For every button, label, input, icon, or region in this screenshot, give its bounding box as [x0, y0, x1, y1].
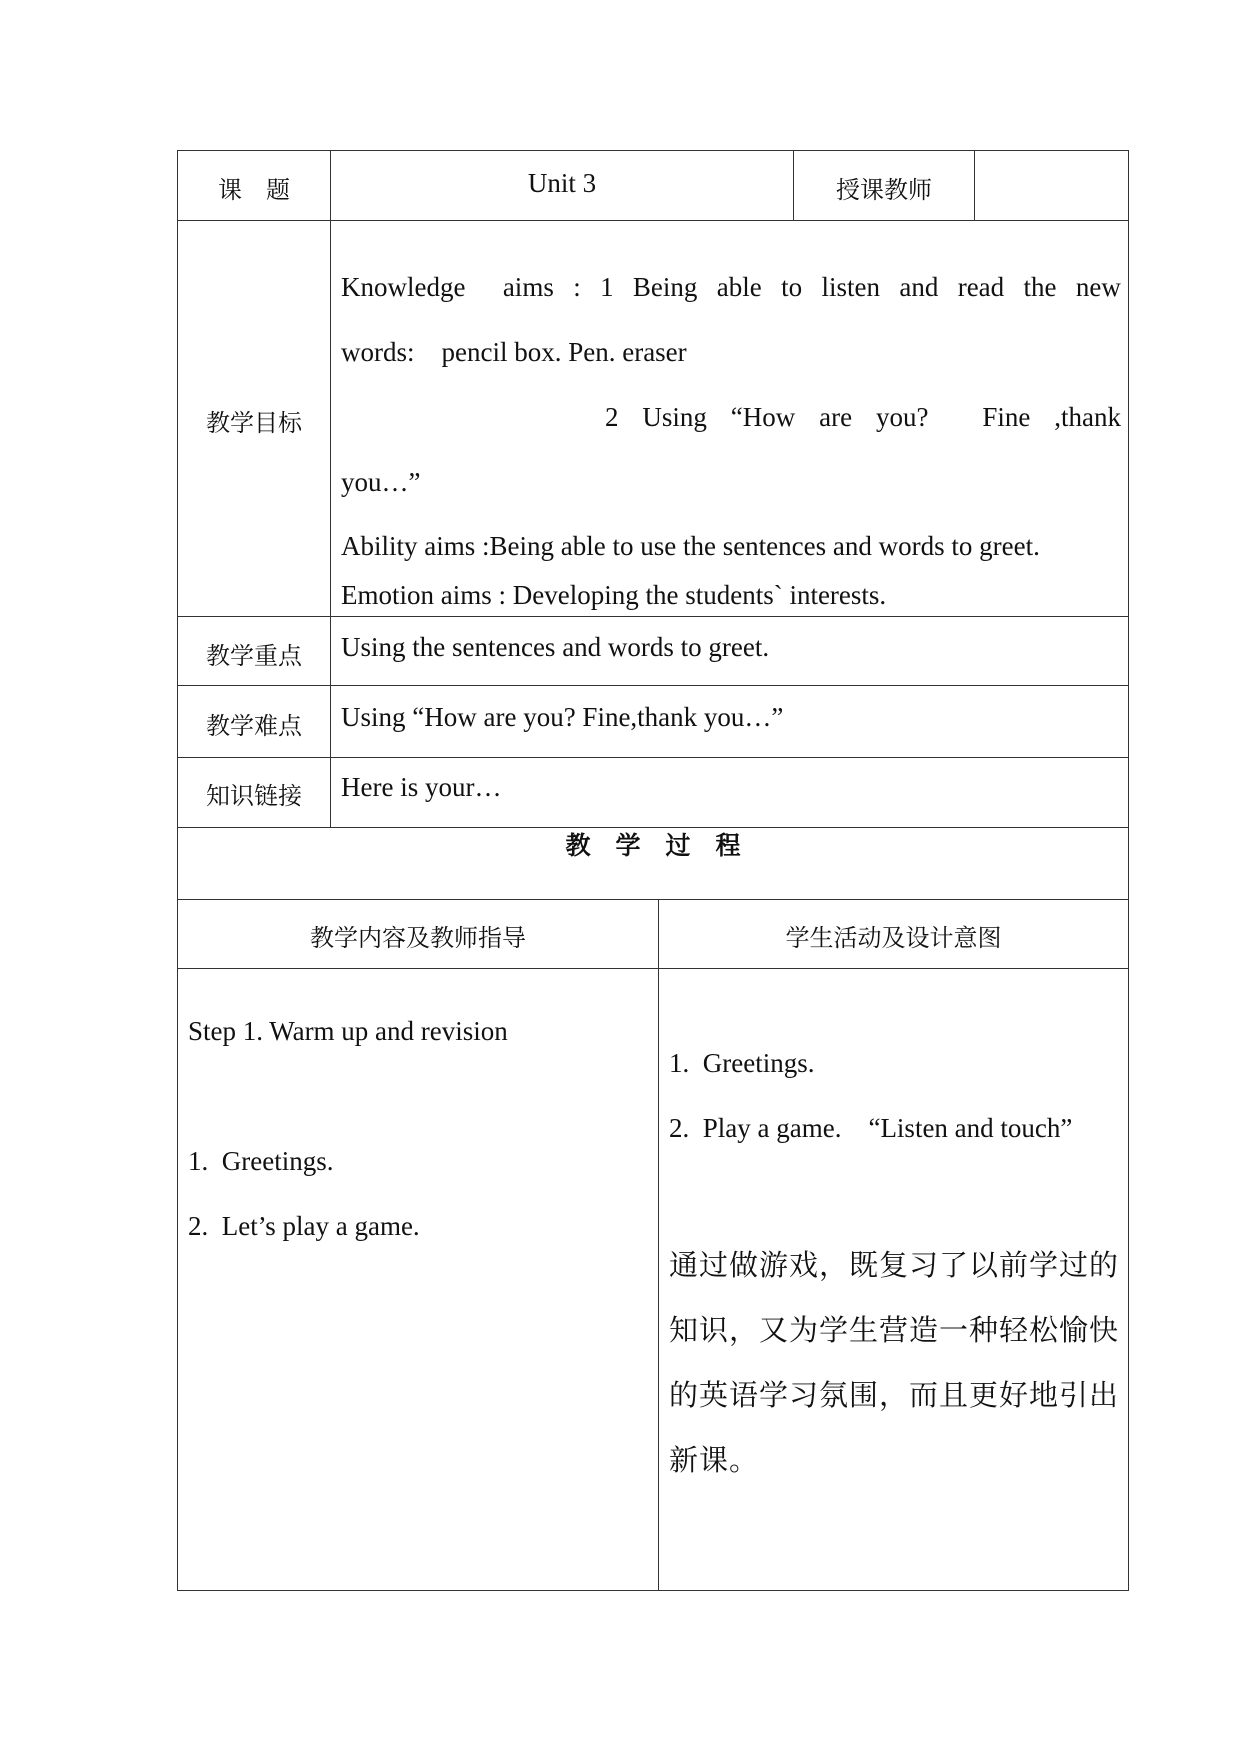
word: ,thank	[1054, 402, 1121, 432]
design-note-line: 通过做游戏，既复习了以前学过的	[669, 1250, 1120, 1282]
emotion-aims: Emotion aims : Developing the students` interests.	[341, 580, 887, 610]
word: Fine	[982, 402, 1031, 432]
right-list-item: 2. Play a game. “Listen and touch”	[669, 1113, 1073, 1143]
rule	[1128, 150, 1129, 1590]
ability-aims: Ability aims :Being able to use the sentences and words to greet.	[341, 531, 1040, 561]
left-list-item: 2. Let’s play a game.	[188, 1211, 420, 1241]
rule	[658, 899, 659, 1590]
knowledge-aims-line-2: words: pencil box. Pen. eraser	[341, 337, 687, 367]
word: 1	[600, 272, 614, 302]
rule	[330, 150, 331, 827]
difficulty-label: 教学难点	[206, 714, 302, 740]
key-point-value: Using the sentences and words to greet.	[341, 632, 770, 662]
word: Using	[642, 402, 707, 432]
rule	[177, 616, 1129, 617]
difficulty-value: Using “How are you? Fine,thank you…”	[341, 702, 784, 732]
left-list-item: 1. Greetings.	[188, 1146, 334, 1176]
word: to	[781, 272, 803, 302]
design-note-line: 的英语学习氛围，而且更好地引出	[669, 1380, 1120, 1412]
right-list-item: 1. Greetings.	[669, 1048, 815, 1078]
student-activity-header: 学生活动及设计意图	[785, 926, 1002, 952]
word: listen	[821, 272, 880, 302]
knowledge-link-value: Here is your…	[341, 772, 502, 802]
rule	[177, 1590, 1129, 1591]
word: new	[1075, 272, 1121, 302]
design-note-line: 知识，又为学生营造一种轻松愉快	[669, 1315, 1120, 1347]
word: you?	[875, 402, 929, 432]
word: read	[957, 272, 1005, 302]
rule	[177, 685, 1129, 686]
word: 2	[605, 402, 619, 432]
rule	[177, 150, 1129, 151]
teacher-label: 授课教师	[836, 178, 932, 204]
knowledge-aims-line-1	[341, 272, 1121, 303]
rule	[974, 150, 975, 220]
knowledge-link-label: 知识链接	[206, 784, 302, 810]
knowledge-aims-line-3	[605, 402, 1121, 433]
teaching-content-header: 教学内容及教师指导	[310, 926, 526, 952]
process-title: 教 学 过 程	[565, 831, 741, 860]
word: Being	[632, 272, 698, 302]
rule	[177, 899, 1129, 900]
word: are	[819, 402, 853, 432]
word: the	[1023, 272, 1057, 302]
step-title: Step 1. Warm up and revision	[188, 1016, 508, 1046]
subject-label: 课 题	[218, 178, 290, 204]
objectives-label: 教学目标	[206, 411, 302, 437]
word: “How	[730, 402, 796, 432]
word: and	[899, 272, 939, 302]
rule	[177, 757, 1129, 758]
word: aims	[502, 272, 554, 302]
rule	[177, 150, 178, 1590]
word: able	[716, 272, 762, 302]
word: Knowledge	[341, 272, 466, 302]
subject-value: Unit 3	[527, 168, 597, 198]
word: :	[573, 272, 581, 302]
design-note-line: 新课。	[669, 1445, 760, 1477]
key-point-label: 教学重点	[206, 644, 302, 670]
rule	[177, 220, 1129, 221]
knowledge-aims-line-4: you…”	[341, 467, 421, 497]
rule	[177, 968, 1129, 969]
